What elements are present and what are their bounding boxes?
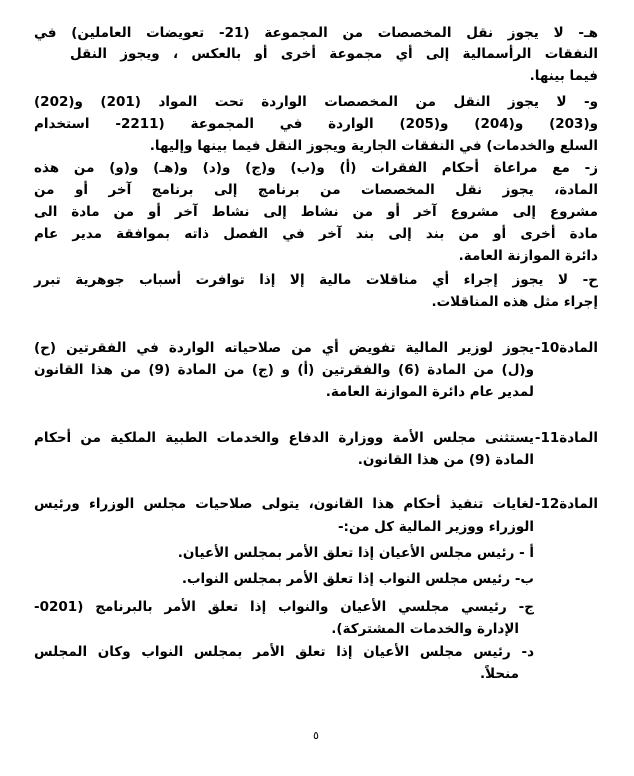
article-12-item-c-line-2: الإدارة والخدمات المشتركة). <box>331 621 519 637</box>
paragraph-w-line-2: و(203) و(204) و(205) الواردة في المجموعة (2211- استخدام <box>34 116 599 132</box>
paragraph-z-line-2: المادة، يجوز نقل المخصصات من برنامج إلى برنامج آخر أو من <box>34 182 598 198</box>
article-10-line-2: و(ل) من المادة (6) والفقرتين (أ) و (ج) من المادة (9) من هذا القانون <box>34 362 534 378</box>
article-11-line-2: المادة (9) من هذا القانون. <box>357 452 534 468</box>
paragraph-h-line-3: فيما بينها. <box>529 68 598 84</box>
article-10-label: المادة10- <box>534 340 598 356</box>
article-12-line-2: الوزراء ووزير المالية كل من:- <box>337 519 534 535</box>
article-12-item-d-line-2: منحلاً. <box>480 666 519 682</box>
article-10-line-1: يجوز لوزير المالية تفويض أي من صلاحياته الواردة في الفقرتين (ح) <box>34 340 534 356</box>
article-11-label: المادة11- <box>534 430 598 446</box>
paragraph-z-line-5: دائرة الموازنة العامة. <box>458 248 598 264</box>
article-10-line-3: لمدير عام دائرة الموازنة العامة. <box>325 384 534 400</box>
paragraph-ha-line-2: إجراء مثل هذه المناقلات. <box>431 294 598 310</box>
paragraph-w-line-1: و- لا يجوز النقل من المخصصات الواردة تحت المواد (201) و(202) <box>34 94 598 110</box>
page-number: ٥ <box>313 729 319 742</box>
article-12-line-1: لغايات تنفيذ أحكام هذا القانون، يتولى صلاحيات مجلس الوزراء ورئيس <box>34 496 534 512</box>
paragraph-z-line-1: ز- مع مراعاة أحكام الفقرات (أ) و(ب) و(ج) و(د) و(هـ) و(و) من هذه <box>34 160 598 176</box>
article-12-item-c-line-1: ج- رئيسي مجلسي الأعيان والنواب إذا تعلق الأمر بالبرنامج (0201- <box>34 599 534 615</box>
article-12-item-b: ب- رئيس مجلس النواب إذا تعلق الأمر بمجلس النواب. <box>181 571 534 587</box>
article-12-label: المادة12- <box>534 496 598 512</box>
paragraph-h-line-2: النفقات الرأسمالية إلى أي مجموعة أخرى أو بالعكس ، ويجوز النقل <box>70 46 598 62</box>
paragraph-z-line-3: مشروع إلى مشروع آخر أو من نشاط إلى نشاط آخر أو من مادة الى <box>34 204 598 220</box>
paragraph-z-line-4: مادة أخرى أو من بند إلى بند آخر في الفصل ذاته بموافقة مدير عام <box>34 226 598 242</box>
paragraph-ha-line-1: ح- لا يجوز إجراء أي مناقلات مالية إلا إذا توافرت أسباب جوهرية تبرر <box>34 272 598 288</box>
article-11-line-1: يستثنى مجلس الأمة ووزارة الدفاع والخدمات الطبية الملكية من أحكام <box>34 430 534 446</box>
article-12-item-a: أ - رئيس مجلس الأعيان إذا تعلق الأمر بمجلس الأعيان. <box>177 545 534 561</box>
paragraph-w-line-3: السلع والخدمات) في النفقات الجارية ويجوز النقل فيما بينها وإليها. <box>149 138 598 154</box>
article-12-item-d-line-1: د- رئيس مجلس الأعيان إذا تعلق الأمر بمجلس النواب وكان المجلس <box>34 644 534 660</box>
paragraph-h-line-1: هـ- لا يجوز نقل المخصصات من المجموعة (21- تعويضات العاملين) في <box>34 25 598 41</box>
